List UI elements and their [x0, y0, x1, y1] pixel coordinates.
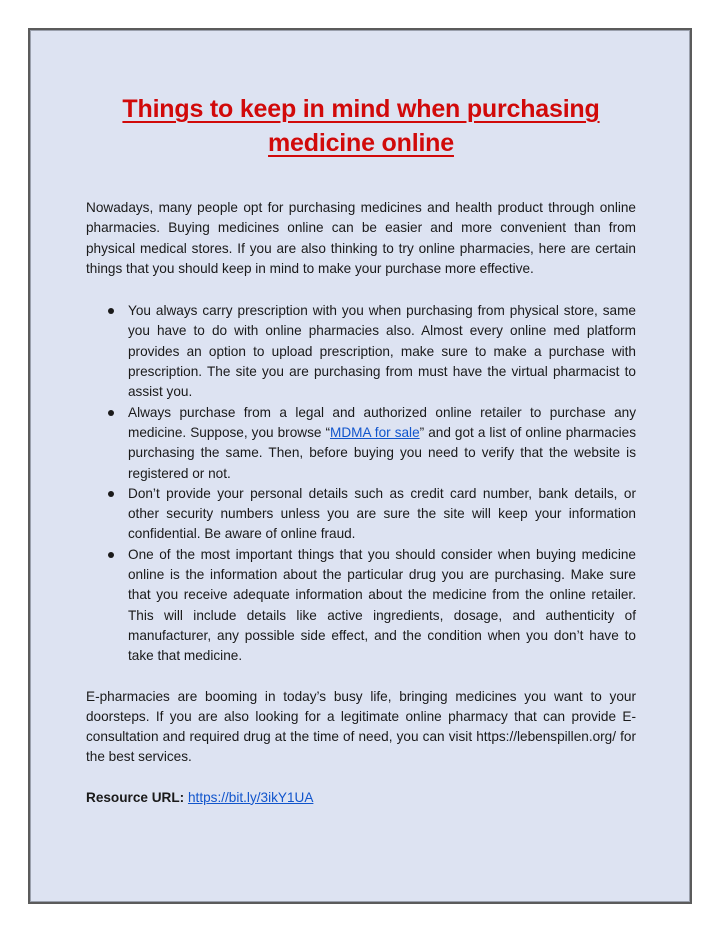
list-item: [86, 484, 636, 545]
list-item-text: One of the most important things that you should consider when buying medicine online is the information about the particular drug you are purchasing. Make sure that you receive adequate information about the medicine from the online retailer. This will include details like active ingredients, dosage, and authenticity of manufacturer, any possible side effect, and the condition when you don’t have to take that medicine.: [128, 546, 636, 664]
list-item-text-before: Always purchase from a legal and authorized online retailer to purchase any medicine. Suppose, you browse “: [128, 404, 636, 440]
resource-url-link[interactable]: https://bit.ly/3ikY1UA: [187, 789, 314, 805]
tips-list: [86, 301, 636, 666]
list-item: [86, 301, 636, 402]
list-item-text: You always carry prescription with you when purchasing from physical store, same you have to do with online pharmacies also. Almost every online med platform provides an option to upload prescription, make sure to make a purchase with prescription. The site you are purchasing from must have the virtual pharmacist to assist you.: [128, 303, 636, 400]
list-item: [86, 403, 636, 484]
document-page: [28, 28, 692, 904]
title-line-2: medicine online: [268, 129, 454, 157]
bullet-icon: [108, 491, 114, 497]
title-line-1: Things to keep in mind when purchasing: [122, 95, 600, 123]
list-item: [86, 545, 636, 667]
list-item-text: Don’t provide your personal details such as credit card number, bank details, or other security numbers unless you are sure the site will keep your information confidential. Be aware of online fraud.: [128, 485, 636, 542]
resource-line: [86, 788, 636, 808]
bullet-icon: [108, 308, 114, 314]
mdma-for-sale-link[interactable]: MDMA for sale: [330, 424, 420, 440]
bullet-icon: [108, 552, 114, 558]
page-title: [86, 92, 636, 160]
list-item-text-after: ” and got a list of online pharmacies purchasing the same. Then, before buying you need to verify that the website is registered or not.: [128, 424, 636, 481]
intro-paragraph: Nowadays, many people opt for purchasing medicines and health product through online pharmacies. Buying medicines online can be easier and more convenient than from physical medical stores. If you are also thinking to try online pharmacies, here are certain things that you should keep in mind to make your purchase more effective.: [86, 200, 636, 276]
document-content: [86, 92, 636, 821]
bullet-icon: [108, 410, 114, 416]
resource-label: Resource URL:: [86, 789, 185, 805]
closing-paragraph: E-pharmacies are booming in today’s busy life, bringing medicines you want to your doorsteps. If you are also looking for a legitimate online pharmacy that can provide E-consultation and required drug at the time of need, you can visit https://lebenspillen.org/ for the best services.: [86, 688, 636, 765]
